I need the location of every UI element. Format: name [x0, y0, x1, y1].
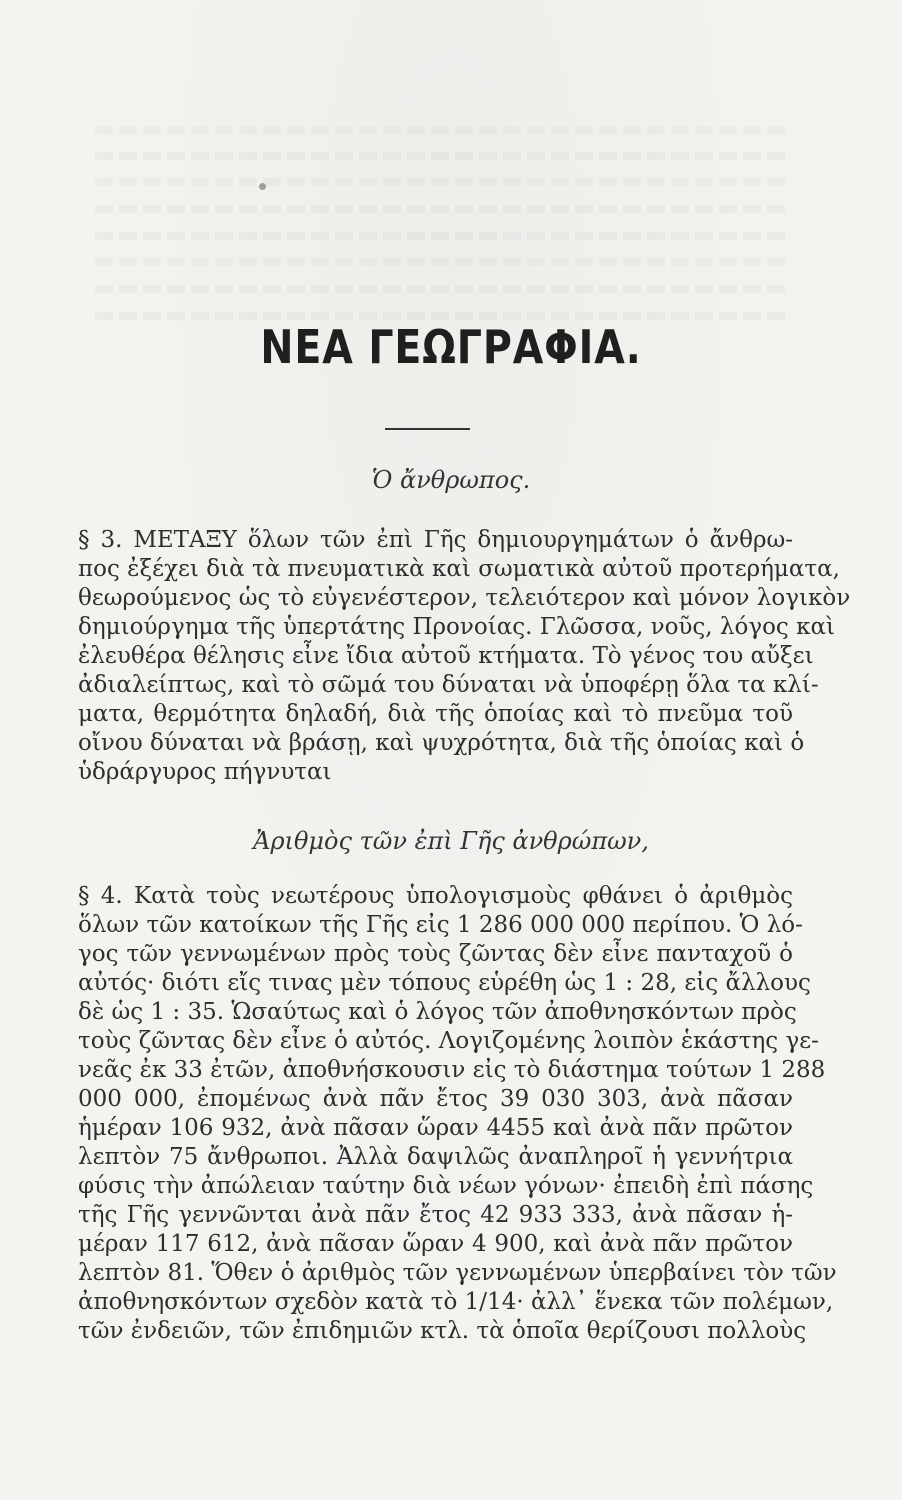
text-line: αὐτός· διότι εἴς τινας μὲν τόπους εὑρέθη ὡς 1 : 28, εἰς ἄλλους: [78, 970, 811, 996]
text-line: ἀποθνησκόντων σχεδὸν κατὰ τὸ 1/14· ἀλλ᾽ ἕνεκα τῶν πολέμων,: [78, 1289, 834, 1315]
text-line: οἴνου δύναται νὰ βράσῃ, καὶ ψυχρότητα, διὰ τῆς ὁποίας καὶ ὁ: [78, 730, 805, 756]
text-line: γος τῶν γεννωμένων πρὸς τοὺς ζῶντας δὲν εἶνε πανταχοῦ ὁ: [78, 941, 793, 967]
text-line: § 4. Κατὰ τοὺς νεωτέρους ὑπολογισμοὺς φθάνει ὁ ἀριθμὸς: [78, 883, 793, 909]
text-line: λεπτὸν 81. Ὅθεν ὁ ἀριθμὸς τῶν γεννωμένων ὑπερβαίνει τὸν τῶν: [78, 1260, 837, 1286]
text-line: μέραν 117 612, ἀνὰ πᾶσαν ὥραν 4 900, καὶ ἀνὰ πᾶν πρῶτον: [78, 1231, 793, 1257]
bleed-through-line: [95, 232, 785, 240]
title-divider: [385, 428, 470, 430]
text-line: ὅλων τῶν κατοίκων τῆς Γῆς εἰς 1 286 000 000 περίπου. Ὁ λό-: [78, 912, 803, 938]
text-line: ἐλευθέρα θέλησις εἶνε ἴδια αὐτοῦ κτήματα. Τὸ γένος του αὔξει: [78, 643, 814, 669]
bleed-through-line: [95, 312, 785, 320]
bleed-through-line: [95, 285, 785, 293]
text-line: θεωρούμενος ὡς τὸ εὐγενέστερον, τελειότερον καὶ μόνον λογικὸν: [78, 585, 851, 611]
paragraph-section-3: [78, 526, 851, 787]
section-heading-man: Ὁ ἄνθρωπος.: [371, 466, 531, 494]
bleed-through-line: [95, 205, 785, 213]
text-line: νεᾶς ἐκ 33 ἐτῶν, ἀποθνήσκουσιν εἰς τὸ διάστημα τούτων 1 288: [78, 1057, 826, 1083]
text-line: ἡμέραν 106 932, ἀνὰ πᾶσαν ὥραν 4455 καὶ ἀνὰ πᾶν πρῶτον: [78, 1115, 793, 1141]
bleed-through-line: [95, 258, 785, 266]
text-line: ὑδράργυρος πήγνυται: [78, 759, 332, 785]
page-title: ΝΕΑ ΓΕΩΓΡΑΦΙΑ.: [260, 320, 642, 374]
bleed-through-line: [95, 178, 785, 186]
bleed-through-line: [95, 152, 785, 160]
text-line: δημιούργημα τῆς ὑπερτάτης Προνοίας. Γλῶσσα, νοῦς, λόγος καὶ: [78, 614, 836, 640]
section-heading-population: Ἀριθμὸς τῶν ἐπὶ Γῆς ἀνθρώπων,: [253, 827, 649, 855]
text-line: δὲ ὡς 1 : 35. Ὡσαύτως καὶ ὁ λόγος τῶν ἀποθνησκόντων πρὸς: [78, 999, 797, 1025]
bleed-through-line: [95, 126, 785, 134]
paragraph-section-4: [78, 882, 837, 1346]
text-line: φύσις τὴν ἀπώλειαν ταύτην διὰ νέων γόνων· ἐπειδὴ ἐπὶ πάσης: [78, 1173, 814, 1199]
text-line: τῆς Γῆς γεννῶνται ἀνὰ πᾶν ἔτος 42 933 333, ἀνὰ πᾶσαν ἡ-: [78, 1202, 793, 1228]
text-line: τοὺς ζῶντας δὲν εἶνε ὁ αὐτός. Λογιζομένης λοιπὸν ἑκάστης γε-: [78, 1028, 819, 1054]
text-line: τῶν ἐνδειῶν, τῶν ἐπιδημιῶν κτλ. τὰ ὁποῖα θερίζουσι πολλοὺς: [78, 1318, 807, 1344]
text-line: ἀδιαλείπτως, καὶ τὸ σῶμά του δύναται νὰ ὑποφέρῃ ὅλα τα κλί-: [78, 672, 819, 698]
ink-spot: [259, 183, 266, 190]
text-line: § 3. ΜΕΤΑΞΥ ὅλων τῶν ἐπὶ Γῆς δημιουργημάτων ὁ ἄνθρω-: [78, 527, 793, 553]
text-line: λεπτὸν 75 ἄνθρωποι. Ἀλλὰ δαψιλῶς ἀναπληροῖ ἡ γεννήτρια: [78, 1144, 793, 1170]
text-line: ματα, θερμότητα δηλαδή, διὰ τῆς ὁποίας καὶ τὸ πνεῦμα τοῦ: [78, 701, 793, 727]
text-line: 000 000, ἐπομένως ἀνὰ πᾶν ἔτος 39 030 303, ἀνὰ πᾶσαν: [78, 1086, 793, 1112]
text-line: πος ἐξέχει διὰ τὰ πνευματικὰ καὶ σωματικὰ αὐτοῦ προτερήματα,: [78, 556, 840, 582]
